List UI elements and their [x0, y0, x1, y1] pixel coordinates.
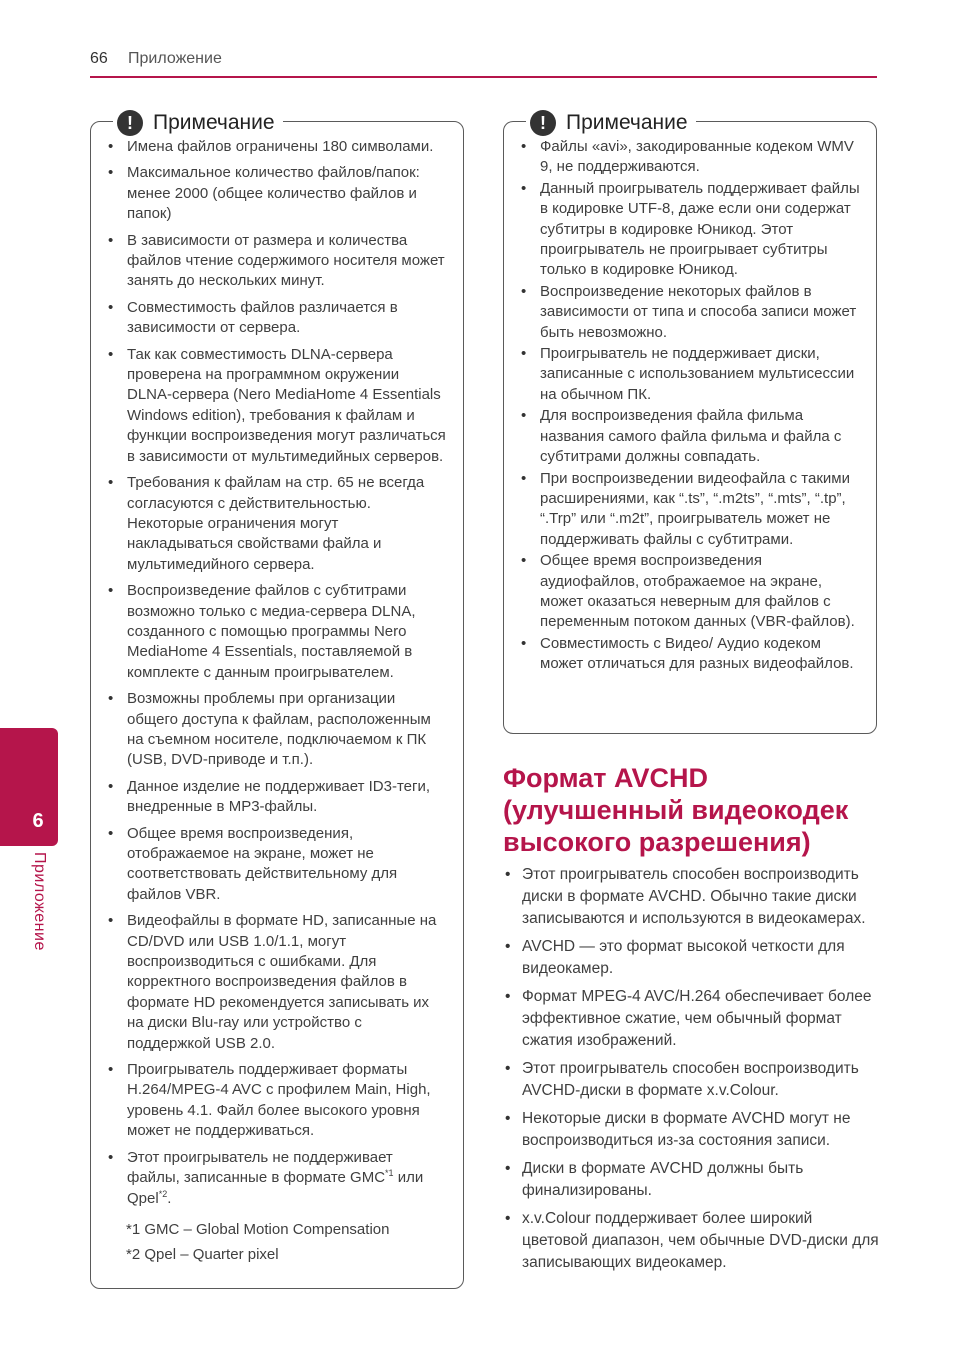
note-box-right [503, 111, 877, 734]
list-item: • Данное изделие не поддерживает ID3-теги, внедренные в MP3-файлы. [106, 777, 448, 818]
list-item: • AVCHD — это формат высокой четкости для видеокамер. [503, 936, 881, 980]
note-header [113, 109, 283, 137]
page-header [90, 46, 877, 78]
exclamation-icon: ! [530, 110, 556, 136]
list-item: • Общее время воспроизведения аудиофайлов, отображаемое на экране, может оказаться неверным для файлов с переменным потоком данных (VBR-файлов). [519, 551, 865, 633]
exclamation-icon: ! [117, 110, 143, 136]
list-item: • x.v.Colour поддерживает более широкий цветовой диапазон, чем обычные DVD-диски для записывающих видеокамер. [503, 1208, 881, 1274]
list-item: • Совместимость с Видео/ Аудио кодеком может отличаться для разных видеофайлов. [519, 634, 865, 675]
list-item: • Файлы «avi», закодированные кодеком WMV 9, не поддерживаются. [519, 137, 865, 178]
list-item: • При воспроизведении видеофайла с такими расширениями, как “.ts”, “.m2ts”, “.mts”, “.tp”, “.Trp” или “.m2t”, проигрыватель может не поддерживать файлы с субтитрами. [519, 469, 865, 551]
list-item: • Максимальное количество файлов/папок: менее 2000 (общее количество файлов и папок) [106, 163, 448, 224]
list-item: • Этот проигрыватель способен воспроизводить AVCHD-диски в формате x.v.Colour. [503, 1058, 881, 1102]
chapter-tab [0, 728, 58, 846]
note-list [106, 137, 448, 1215]
list-item: • Имена файлов ограничены 180 символами. [106, 137, 448, 157]
item-text: или Qpel [127, 1169, 424, 1207]
list-item: • Для воспроизведения файла фильма названия самого файла фильма и файла с субтитрами должны совпадать. [519, 406, 865, 467]
section-list [503, 864, 881, 1280]
list-item: • Так как совместимость DLNA-сервера проверена на программном окружении DLNA-сервера (Nero MediaHome 4 Essentials Windows edition), требования к файлам и функции воспроизведения могут различаться в зависимости от мультимедийных серверов. [106, 345, 448, 467]
note-title: Примечание [153, 111, 275, 134]
page-number: 66 [90, 50, 108, 67]
list-item: • Общее время воспроизведения, отображаемое на экране, может не соответствовать действительному для файлов VBR. [106, 824, 448, 906]
note-list [519, 137, 865, 676]
header-section-title: Приложение [128, 50, 222, 67]
list-item: • Возможны проблемы при организации общего доступа к файлам, расположенным на съемном носителе, подключаемом к ПК (USB, DVD-приводе и т.п.). [106, 689, 448, 771]
list-item: • Требования к файлам на стр. 65 не всегда согласуются с действительностью. Некоторые ограничения могут накладываться свойствами файла и мультимедийного сервера. [106, 473, 448, 575]
chapter-number: 6 [32, 810, 44, 832]
list-item: • Видеофайлы в формате HD, записанные на CD/DVD или USB 1.0/1.1, могут воспроизводиться с ошибками. Для корректного воспроизведения файлов в формате HD рекомендуется записывать их на диски Blu-ray или устройство с поддержкой USB 2.0. [106, 911, 448, 1054]
list-item: • Проигрыватель не поддерживает диски, записанные с использованием мультисессии на обычном ПК. [519, 344, 865, 405]
footnote-ref: *1 [385, 1168, 394, 1179]
list-item: • Некоторые диски в формате AVCHD могут не воспроизводиться из-за состояния записи. [503, 1108, 881, 1152]
footnotes [126, 1220, 389, 1271]
footnote: *1 GMC – Global Motion Compensation [126, 1221, 390, 1238]
chapter-label: Приложение [31, 852, 48, 951]
footnote: *2 Qpel – Quarter pixel [126, 1246, 279, 1264]
list-item: • В зависимости от размера и количества файлов чтение содержимого носителя может занять до нескольких минут. [106, 231, 448, 292]
note-title: Примечание [566, 111, 688, 134]
item-text: Этот проигрыватель не поддерживает файлы, записанные в формате GMC [127, 1148, 393, 1187]
note-box-left [90, 111, 464, 1289]
section-heading: Формат AVCHD (улучшенный видеокодек высокого разрешения) [503, 763, 849, 857]
list-item [106, 1148, 448, 1209]
list-item: • Этот проигрыватель способен воспроизводить диски в формате AVCHD. Обычно такие диски записываются и используются в видеокамерах. [503, 864, 881, 930]
list-item: • Диски в формате AVCHD должны быть финализированы. [503, 1158, 881, 1202]
footnote-ref: *2 [158, 1188, 168, 1199]
list-item: • Проигрыватель поддерживает форматы H.264/MPEG-4 AVC с профилем Main, High, уровень 4.1. Файл более высокого уровня может не поддерживаться. [106, 1060, 448, 1142]
list-item: • Формат MPEG-4 AVC/H.264 обеспечивает более эффективное сжатие, чем обычный формат сжатия изображений. [503, 986, 881, 1052]
item-text: . [167, 1189, 172, 1207]
list-item: • Совместимость файлов различается в зависимости от сервера. [106, 298, 448, 339]
note-header [526, 109, 696, 137]
list-item: • Данный проигрыватель поддерживает файлы в кодировке UTF-8, даже если они содержат субтитры в кодировке Юникод. Этот проигрыватель не проигрывает субтитры только в кодировке Юникод. [519, 179, 865, 281]
list-item: • Воспроизведение файлов с субтитрами возможно только с медиа-сервера DLNA, созданного с помощью программы Nero MediaHome 4 Essentials, поставляемой в комплекте с данным проигрывателем. [106, 581, 448, 683]
list-item: • Воспроизведение некоторых файлов в зависимости от типа и способа записи может быть невозможно. [519, 282, 865, 343]
